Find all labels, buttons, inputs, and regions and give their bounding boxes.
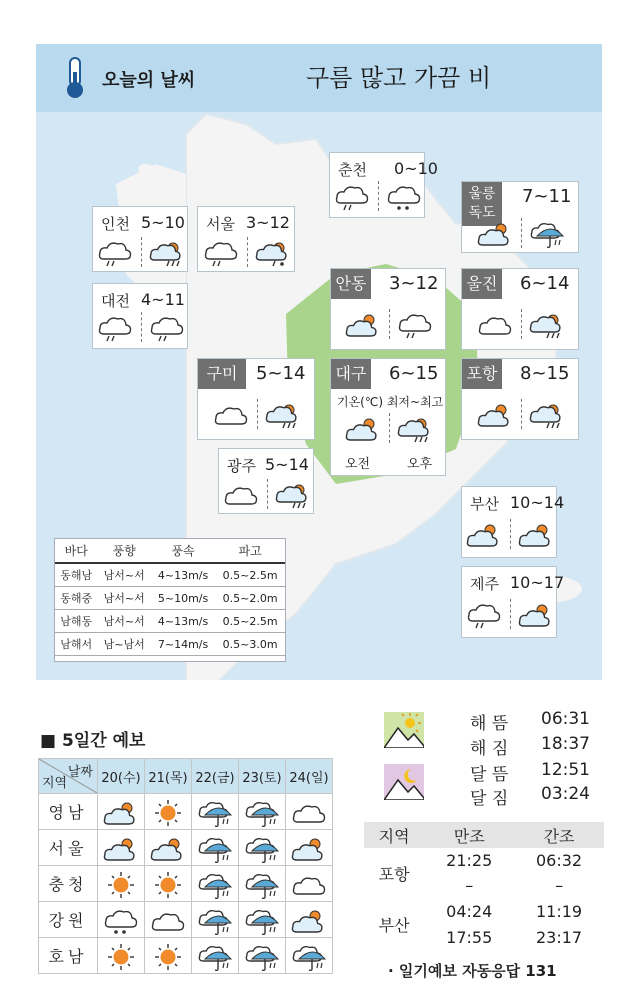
sea-cell: 동해남 — [55, 563, 97, 587]
city-card — [92, 206, 188, 272]
city-card — [197, 206, 295, 272]
forecast-cell — [286, 902, 333, 938]
cloud-rain-icon — [203, 239, 239, 267]
divider — [510, 599, 511, 629]
cloud-icon — [477, 311, 513, 339]
umbrella-icon — [197, 835, 233, 863]
forecast-cell — [192, 938, 239, 974]
city-card — [329, 152, 438, 218]
forecast-cell — [192, 794, 239, 830]
divider — [389, 309, 390, 339]
city-name: 광주 — [227, 457, 256, 475]
sunset-label: 해 짐 — [470, 739, 509, 759]
sea-header: 파고 — [215, 539, 285, 563]
city-card — [461, 358, 579, 440]
city-name: 포항 — [462, 359, 502, 389]
sea-header: 풍향 — [97, 539, 150, 563]
headline: 구름 많고 가끔 비 — [306, 64, 492, 92]
sea-cell: 0.5~2.5m — [215, 610, 285, 633]
city-name: 서울 — [206, 215, 235, 233]
sun-cloud-rain-icon — [529, 401, 565, 429]
cloud-rain-icon — [149, 314, 185, 342]
table-row — [39, 902, 333, 938]
umbrella-icon — [244, 943, 280, 971]
sea-cell: 5~10m/s — [151, 587, 215, 610]
sun-cloud-icon — [477, 220, 513, 248]
thermometer-icon — [62, 56, 88, 100]
sun-icon — [103, 871, 139, 899]
city-name: 대구 — [331, 359, 371, 389]
city-temp: 8~15 — [520, 363, 570, 384]
divider — [521, 399, 522, 429]
forecast-cell — [286, 830, 333, 866]
forecast-cell — [286, 938, 333, 974]
sea-cell: 7~14m/s — [151, 633, 215, 656]
umbrella-icon — [197, 799, 233, 827]
table-row — [55, 633, 285, 656]
cloud-icon — [213, 401, 249, 429]
forecast-day: 20(수) — [98, 759, 145, 794]
forecast-day: 24(일) — [286, 759, 333, 794]
city-temp: 5~14 — [256, 363, 306, 384]
city-name: 춘천 — [338, 161, 367, 179]
sea-cell: 0.5~2.5m — [215, 563, 285, 587]
forecast-day: 22(금) — [192, 759, 239, 794]
city-temp: 10~17 — [510, 573, 565, 592]
sunrise-label: 해 뜸 — [470, 714, 509, 734]
temp-legend: 기온(℃) 최저~최고 — [337, 395, 444, 409]
forecast-cell — [239, 830, 286, 866]
table-row — [55, 563, 285, 587]
auto-response-info: · 일기예보 자동응답 131 — [388, 962, 557, 980]
sea-cell: 남~남서 — [97, 633, 150, 656]
tide-header: 지역 — [364, 822, 424, 848]
forecast-cell — [145, 866, 192, 902]
sun-cloud-icon — [477, 401, 513, 429]
pm-label: 오후 — [407, 457, 433, 472]
forecast-cell — [286, 794, 333, 830]
moon-mountain-icon — [384, 764, 424, 800]
forecast-region: 영남 — [39, 794, 98, 830]
sun-cloud-snow-icon — [255, 239, 291, 267]
sea-cell: 0.5~2.0m — [215, 587, 285, 610]
sun-cloud-icon — [150, 835, 186, 863]
table-row — [55, 587, 285, 610]
divider — [247, 237, 248, 267]
divider — [510, 519, 511, 549]
umbrella-icon — [197, 871, 233, 899]
umbrella-icon — [244, 907, 280, 935]
table-row — [364, 848, 604, 873]
sea-conditions-table — [54, 538, 286, 662]
forecast-cell — [286, 866, 333, 902]
sun-cloud-rain-icon — [149, 239, 185, 267]
tide-region: 부산 — [378, 915, 410, 935]
city-name: 대전 — [101, 292, 130, 310]
forecast-cell — [145, 794, 192, 830]
forecast-table — [38, 758, 333, 974]
city-name: 울릉 독도 — [462, 182, 502, 226]
forecast-corner — [39, 759, 98, 794]
forecast-cell — [98, 830, 145, 866]
forecast-cell — [98, 794, 145, 830]
table-row — [364, 898, 604, 924]
forecast-region: 충청 — [39, 866, 98, 902]
divider — [378, 181, 379, 211]
umbrella-icon — [244, 871, 280, 899]
sun-cloud-icon — [345, 415, 381, 443]
cloud-rain-icon — [466, 601, 502, 629]
sea-cell: 4~13m/s — [151, 563, 215, 587]
city-card — [330, 358, 446, 476]
sea-cell: 남해동 — [55, 610, 97, 633]
table-row — [39, 938, 333, 974]
forecast-cell — [98, 938, 145, 974]
umbrella-icon — [244, 799, 280, 827]
city-name: 부산 — [470, 495, 499, 513]
sun-cloud-rain-icon — [275, 481, 311, 509]
sun-cloud-icon — [518, 601, 554, 629]
city-card — [92, 283, 188, 349]
sea-cell: 4~13m/s — [151, 610, 215, 633]
forecast-cell — [98, 866, 145, 902]
divider — [389, 413, 390, 443]
cloud-rain-icon — [97, 239, 133, 267]
cloud-snow-icon — [386, 183, 422, 211]
cloud-snow-icon — [103, 907, 139, 935]
divider — [257, 399, 258, 429]
forecast-cell — [145, 938, 192, 974]
forecast-cell — [239, 866, 286, 902]
tide-region: 포항 — [378, 864, 410, 884]
forecast-cell — [239, 938, 286, 974]
city-card — [461, 486, 565, 558]
umbrella-icon — [529, 220, 565, 248]
sun-cloud-rain-icon — [529, 311, 565, 339]
divider — [141, 237, 142, 267]
sun-cloud-icon — [103, 799, 139, 827]
tide-header: 만조 — [424, 822, 514, 848]
city-temp: 10~14 — [510, 493, 565, 512]
city-temp: 6~15 — [389, 363, 439, 384]
city-card — [461, 181, 579, 253]
city-card — [461, 566, 565, 638]
moonrise-label: 달 뜸 — [470, 765, 509, 785]
city-temp: 7~11 — [522, 186, 572, 207]
city-temp: 3~12 — [389, 273, 439, 294]
cloud-rain-icon — [97, 314, 133, 342]
city-temp: 4~11 — [141, 290, 185, 309]
table-row — [39, 830, 333, 866]
city-temp: 0~10 — [394, 159, 438, 178]
city-temp: 5~14 — [265, 455, 309, 474]
corner-region-label: 지역 — [42, 776, 68, 791]
divider — [521, 218, 522, 248]
tide-header: 간조 — [514, 822, 604, 848]
moonset-time: 03:24 — [541, 784, 590, 804]
sunrise-time: 06:31 — [541, 709, 590, 729]
tide-low: 23:17 — [536, 927, 583, 947]
tide-high: – — [465, 876, 474, 895]
tide-table — [364, 822, 604, 950]
city-name: 인천 — [101, 215, 130, 233]
forecast-cell — [192, 830, 239, 866]
forecast-cell — [192, 902, 239, 938]
sun-cloud-icon — [466, 521, 502, 549]
moonset-label: 달 짐 — [470, 789, 509, 809]
umbrella-icon — [197, 943, 233, 971]
cloud-rain-icon — [397, 311, 433, 339]
corner-date-label: 날짜 — [67, 765, 93, 780]
sun-icon — [103, 943, 139, 971]
sun-icon — [150, 943, 186, 971]
forecast-title: ■ 5일간 예보 — [40, 731, 146, 751]
tide-low: 06:32 — [536, 851, 583, 870]
umbrella-icon — [244, 835, 280, 863]
sea-cell: 동해중 — [55, 587, 97, 610]
forecast-region: 서울 — [39, 830, 98, 866]
tide-low: 11:19 — [536, 901, 583, 921]
forecast-cell — [145, 830, 192, 866]
cloud-icon — [223, 481, 259, 509]
forecast-cell — [98, 902, 145, 938]
page-title: 오늘의 날씨 — [102, 70, 196, 91]
tide-high: 21:25 — [446, 851, 493, 870]
cloud-icon — [150, 907, 186, 935]
sea-header: 바다 — [55, 539, 97, 563]
tide-low: – — [555, 876, 564, 895]
forecast-region: 호남 — [39, 938, 98, 974]
sun-cloud-rain-icon — [265, 401, 301, 429]
sun-icon — [150, 799, 186, 827]
tide-high: 17:55 — [446, 927, 493, 947]
forecast-cell — [239, 794, 286, 830]
table-row — [39, 866, 333, 902]
forecast-region: 강원 — [39, 902, 98, 938]
sun-cloud-icon — [291, 835, 327, 863]
sea-header: 풍속 — [151, 539, 215, 563]
sea-cell: 0.5~3.0m — [215, 633, 285, 656]
forecast-day: 23(토) — [239, 759, 286, 794]
divider — [141, 312, 142, 342]
sea-cell: 남해서 — [55, 633, 97, 656]
city-name: 울진 — [462, 269, 502, 299]
city-card — [330, 268, 446, 350]
forecast-day: 21(목) — [145, 759, 192, 794]
sea-cell: 남서~서 — [97, 563, 150, 587]
cloud-rain-icon — [334, 183, 370, 211]
city-temp: 3~12 — [246, 213, 290, 232]
table-row — [55, 610, 285, 633]
forecast-cell — [239, 902, 286, 938]
city-temp: 6~14 — [520, 273, 570, 294]
cloud-icon — [291, 871, 327, 899]
city-name: 제주 — [470, 575, 499, 593]
city-card — [461, 268, 579, 350]
sun-mountain-icon — [384, 712, 424, 748]
forecast-cell — [145, 902, 192, 938]
umbrella-icon — [291, 943, 327, 971]
tide-high: 04:24 — [446, 901, 493, 921]
sunset-time: 18:37 — [541, 734, 590, 754]
sun-cloud-rain-icon — [397, 415, 433, 443]
am-label: 오전 — [345, 457, 371, 472]
sun-cloud-icon — [345, 311, 381, 339]
city-card — [218, 448, 314, 514]
city-name: 구미 — [198, 359, 246, 389]
divider — [267, 479, 268, 509]
cloud-icon — [291, 799, 327, 827]
sun-cloud-icon — [103, 835, 139, 863]
divider — [521, 309, 522, 339]
sun-cloud-icon — [518, 521, 554, 549]
sun-cloud-icon — [291, 907, 327, 935]
city-card — [197, 358, 315, 440]
city-temp: 5~10 — [141, 213, 185, 232]
sea-cell: 남서~서 — [97, 610, 150, 633]
city-name: 안동 — [331, 269, 371, 299]
moonrise-time: 12:51 — [541, 760, 590, 780]
umbrella-icon — [197, 907, 233, 935]
sun-icon — [150, 871, 186, 899]
forecast-cell — [192, 866, 239, 902]
sea-cell: 남서~서 — [97, 587, 150, 610]
table-row — [39, 794, 333, 830]
